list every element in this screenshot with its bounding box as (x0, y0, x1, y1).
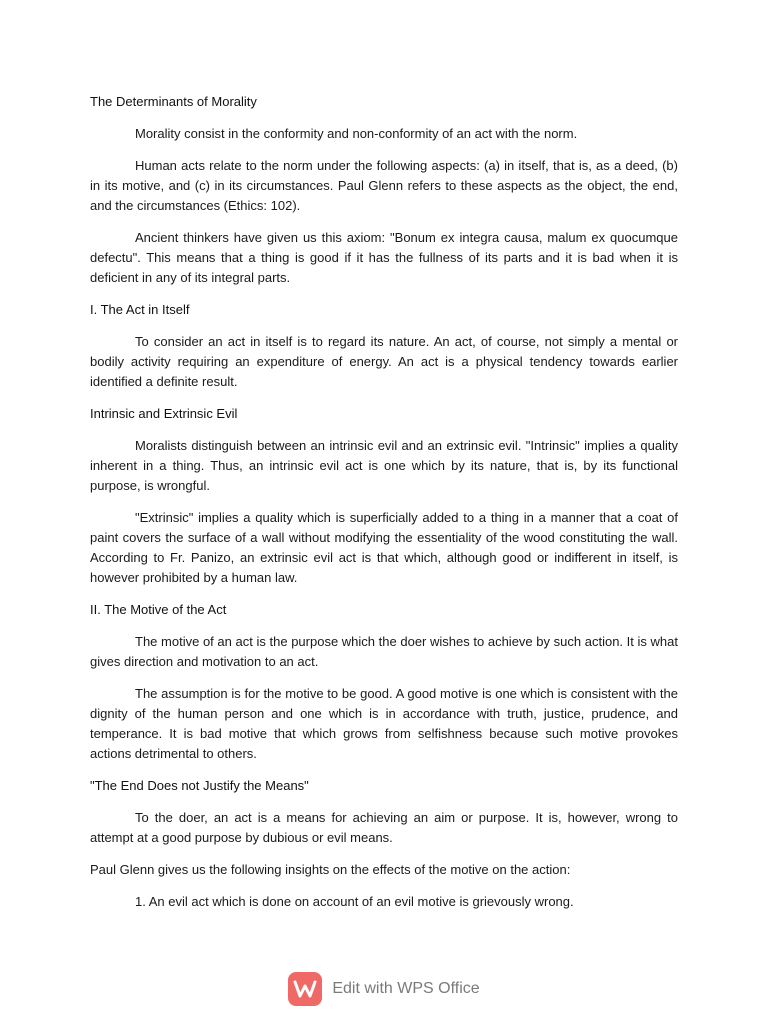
insights-intro: Paul Glenn gives us the following insights on the effects of the motive on the action: (90, 862, 571, 877)
section-heading-motive: II. The Motive of the Act (90, 602, 227, 617)
document-body (90, 92, 678, 924)
section-heading-end-means: "The End Does not Justify the Means" (90, 778, 309, 793)
document-title: The Determinants of Morality (90, 94, 257, 109)
intro-paragraph-2: Human acts relate to the norm under the following aspects: (a) in itself, that is, as a deed, (b) in its motive, and (c) in its circumstances. Paul Glenn refers to these aspects as the object, the end, and the circumstances (Ethics: 102). (90, 158, 678, 213)
motive-paragraph-2: The assumption is for the motive to be good. A good motive is one which is consistent with the dignity of the human person and one which is in accordance with truth, justice, prudence, and temperance. It is bad motive that which grows from selfishness because such motive provokes actions detrimental to others. (90, 686, 678, 761)
motive-paragraph-1: The motive of an act is the purpose which the doer wishes to achieve by such action. It is what gives direction and motivation to an act. (90, 634, 678, 669)
insight-item-1: 1. An evil act which is done on account of an evil motive is grievously wrong. (135, 894, 574, 909)
end-means-paragraph: To the doer, an act is a means for achieving an aim or purpose. It is, however, wrong to attempt at a good purpose by dubious or evil means. (90, 810, 678, 845)
intro-paragraph-1: Morality consist in the conformity and non-conformity of an act with the norm. (135, 126, 578, 141)
intro-paragraph-3: Ancient thinkers have given us this axiom: "Bonum ex integra causa, malum ex quocumque defectu". This means that a thing is good if it has the fullness of its parts and it is bad when it is deficient in any of its integral parts. (90, 230, 678, 285)
section-heading-intrinsic-extrinsic: Intrinsic and Extrinsic Evil (90, 406, 238, 421)
intrinsic-paragraph: Moralists distinguish between an intrinsic evil and an extrinsic evil. "Intrinsic" implies a quality inherent in a thing. Thus, an intrinsic evil act is one which by its nature, that is, by its functional purpose, is wrongful. (90, 438, 678, 493)
wps-logo-icon (288, 972, 322, 1006)
wps-footer[interactable] (0, 972, 768, 1006)
extrinsic-paragraph: "Extrinsic" implies a quality which is superficially added to a thing in a manner that a coat of paint covers the surface of a wall without modifying the essentiality of the wood constituting the wall. According to Fr. Panizo, an extrinsic evil act is that which, although good or indifferent in itself, is however prohibited by a human law. (90, 510, 678, 585)
section-heading-act-in-itself: I. The Act in Itself (90, 302, 190, 317)
act-in-itself-paragraph: To consider an act in itself is to regard its nature. An act, of course, not simply a mental or bodily activity requiring an expenditure of energy. An act is a physical tendency towards earlier identified a definite result. (90, 334, 678, 389)
wps-footer-label: Edit with WPS Office (332, 980, 480, 997)
